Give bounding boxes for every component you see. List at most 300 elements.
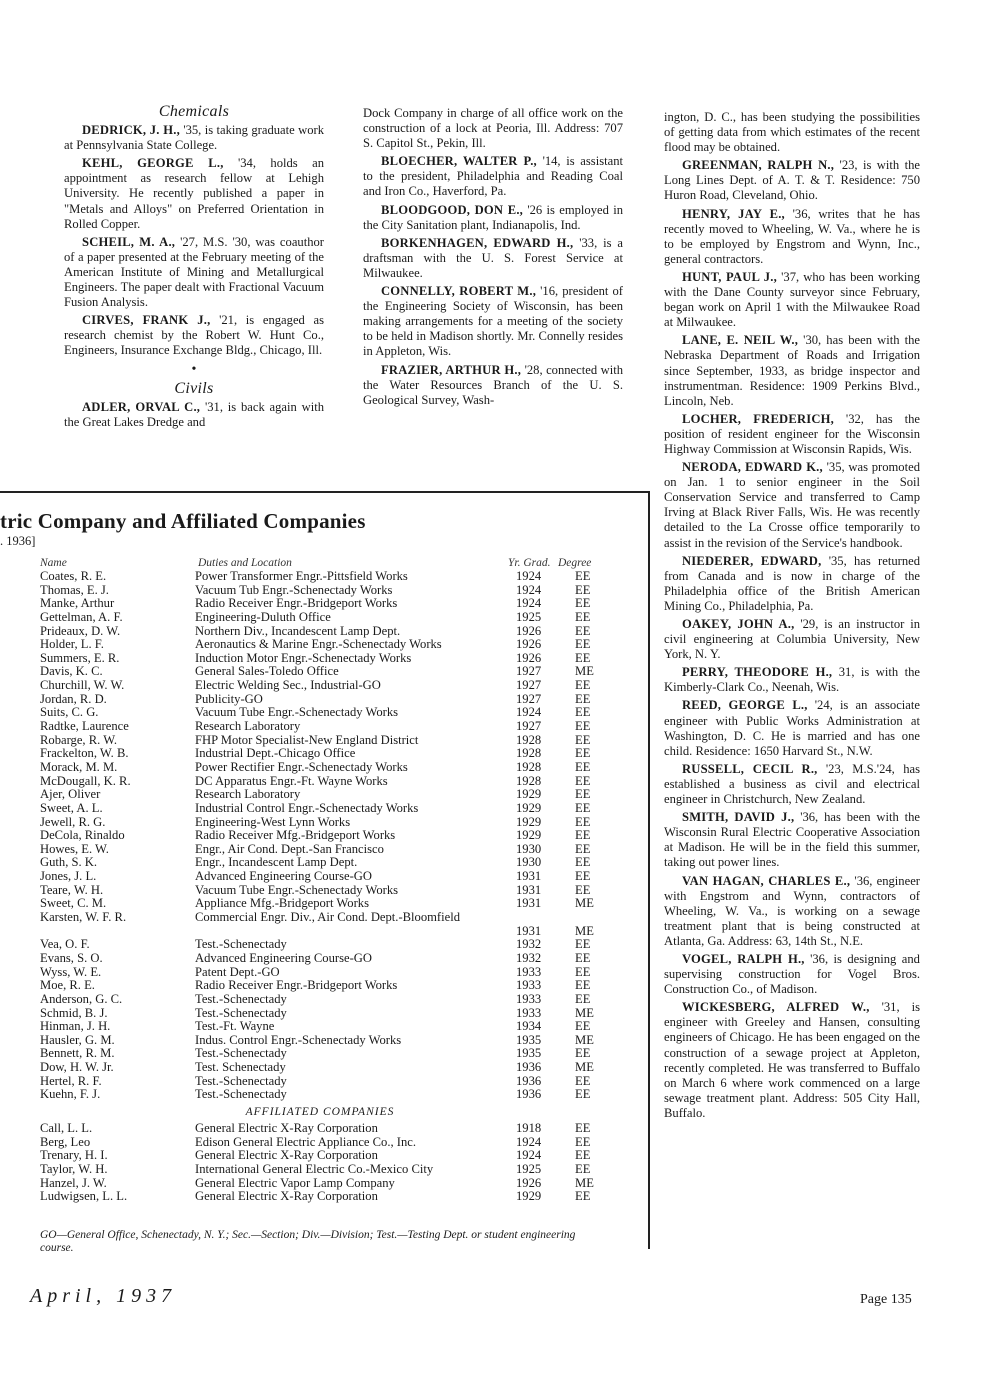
cell-degree: EE: [575, 1134, 591, 1149]
alumni-text: '24, is an associate engineer with Public Works Administration at Washington, D. C. He is married and has one child. Residence: 1650 Harvard St., N.W.: [664, 698, 920, 758]
cell-duty: Test.-Schenectady: [195, 937, 287, 952]
cell-name: Frackelton, W. B.: [40, 746, 129, 761]
entry-continuation: ington, D. C., has been studying the possibilities of getting data from which estimates of the recent flood may be obtained.: [664, 110, 920, 155]
cell-duty: Power Transformer Engr.-Pittsfield Works: [195, 569, 408, 583]
cell-degree: EE: [575, 882, 591, 897]
alumni-text: '35, has returned from Canada and is now in charge of the Philadelphia office of the British American Mining Co., Philadelphia, Pa.: [664, 553, 921, 613]
section-heading: Chemicals: [158, 103, 230, 120]
cell-year: 1936: [516, 1073, 542, 1088]
cell-name: Bennett, R. M.: [40, 1046, 115, 1061]
cell-duty: Test.-Schenectady: [195, 1087, 287, 1102]
cell-name: Moe, R. E.: [40, 978, 95, 993]
alumni-name: NERODA, EDWARD K.,: [682, 460, 823, 475]
cell-year: 1924: [516, 705, 542, 720]
table-row: [0, 993, 650, 1007]
table-row: [0, 1047, 650, 1061]
cell-degree: EE: [575, 855, 591, 870]
alumni-text: '31, is engineer with Greeley and Hansen, consulting engineers of Chicago. He has been engaged on the construction of a sewage project at Appleton, recently completed. He was transferred to Buffalo on March 6 where work commenced on a large sewage treatment plant. Address: 505 City Hall, Buffalo.: [664, 1000, 920, 1120]
cell-degree: EE: [575, 787, 591, 802]
table-row: [0, 652, 650, 666]
table-row: [0, 1034, 650, 1048]
cell-name: Jones, J. L.: [40, 869, 97, 884]
cell-degree: ME: [575, 896, 594, 911]
cell-degree: EE: [575, 691, 591, 706]
table-row: [0, 638, 650, 652]
cell-year: 1929: [516, 800, 542, 815]
entry-continuation: Dock Company in charge of all office work on the construction of a lock at Peoria, Ill. Address: 707 S. Capitol St., Pekin, Ill.: [363, 106, 623, 151]
cell-year: 1924: [516, 569, 542, 583]
alumni-entry: [664, 412, 920, 457]
cell-year: 1927: [516, 678, 542, 693]
alumni-entry: [664, 554, 920, 614]
alumni-entry: [64, 400, 324, 430]
cell-duty: Research Laboratory: [195, 787, 301, 802]
alumni-name: VAN HAGAN, CHARLES E.,: [682, 873, 851, 888]
table-row: [0, 1007, 650, 1021]
cell-duty: Advanced Engineering Course-GO: [195, 869, 372, 884]
table-row: [0, 816, 650, 830]
table-row: [0, 761, 650, 775]
cell-degree: EE: [575, 978, 591, 993]
cell-degree: EE: [575, 705, 591, 720]
alumni-text: '16, president of the Engineering Society of Wisconsin, has been making arrangements for a meeting of the society to be held in Madison shortly. Mr. Connelly resides in Appleton, Wis.: [363, 284, 623, 359]
alumni-text: '33, is a draftsman with the U. S. Forest Service at Milwaukee.: [363, 235, 623, 280]
cell-year: 1925: [516, 1161, 542, 1176]
cell-duty: Vacuum Tub Engr.-Schenectady Works: [195, 582, 393, 597]
table-row: [0, 897, 650, 911]
alumni-text: 31, is with the Kimberly-Clark Co., Neenah, Wis.: [664, 665, 921, 695]
cell-name: Guth, S. K.: [40, 855, 98, 870]
cell-degree: EE: [575, 1019, 591, 1034]
alumni-name: VOGEL, RALPH H.,: [682, 951, 805, 966]
cell-duty: Indus. Control Engr.-Schenectady Works: [195, 1032, 402, 1047]
cell-name: Manke, Arthur: [40, 596, 115, 611]
cell-degree: ME: [575, 1175, 594, 1190]
cell-year: 1933: [516, 964, 542, 979]
table-row: [0, 843, 650, 857]
cell-duty: Northern Div., Incandescent Lamp Dept.: [195, 623, 401, 638]
cell-year: 1924: [516, 1134, 542, 1149]
cell-degree: EE: [575, 719, 591, 734]
cell-name: Schmid, B. J.: [40, 1005, 108, 1020]
cell-name: Ludwigsen, L. L.: [40, 1189, 128, 1204]
alumni-text: '37, who has been working with the Dane County surveyor since February, began work on April 1 with the Milwaukee Road at Milwaukee.: [664, 269, 920, 330]
alumni-name: CIRVES, FRANK J.,: [82, 313, 211, 328]
cell-degree: EE: [575, 1161, 591, 1176]
alumni-entry: [664, 158, 920, 203]
cell-duty: Power Rectifier Engr.-Schenectady Works: [195, 759, 408, 774]
cell-degree: EE: [575, 950, 591, 965]
cell-duty: DC Apparatus Engr.-Ft. Wayne Works: [195, 773, 388, 788]
table-row: [0, 1061, 650, 1075]
table-row: [0, 706, 650, 720]
page-number: Page 135: [860, 1292, 912, 1307]
alumni-entry: [363, 154, 623, 199]
table-row: [0, 802, 650, 816]
table-row: [0, 1190, 650, 1204]
alumni-entry: [64, 156, 324, 231]
alumni-name: FRAZIER, ARTHUR H.,: [381, 362, 522, 377]
cell-name: Radtke, Laurence: [40, 719, 129, 734]
cell-degree: EE: [575, 1121, 591, 1135]
cell-duty: Advanced Engineering Course-GO: [195, 950, 372, 965]
header-year: Yr. Grad.: [508, 557, 551, 569]
alumni-text: '23, M.S.'24, has established a business as civil and electrical engineer in Christchurch, New Zealand.: [664, 761, 920, 807]
cell-degree: ME: [575, 664, 594, 679]
alumni-text: '29, is an instructor in civil engineering at Columbia University, New York, N. Y.: [664, 617, 920, 662]
table-row: [0, 1020, 650, 1034]
cell-year: 1930: [516, 855, 542, 870]
cell-name: Hausler, G. M.: [40, 1032, 115, 1047]
ge-table-title: tric Company and Affiliated Companies: [0, 509, 366, 533]
cell-degree: EE: [575, 869, 591, 884]
cell-name: Morack, M. M.: [40, 759, 118, 774]
ge-table: [0, 570, 650, 1204]
cell-degree: EE: [575, 1148, 591, 1163]
table-row: [0, 1075, 650, 1089]
cell-duty: Commercial Engr. Div., Air Cond. Dept.-Bloomfield: [195, 910, 461, 925]
alumni-text: '28, connected with the Water Resources Branch of the U. S. Geological Survey, Wash-: [363, 362, 623, 407]
alumni-name: BLOECHER, WALTER P.,: [381, 154, 537, 169]
alumni-text: '14, is assistant to the president, Philadelphia and Reading Coal and Iron Co., Haverford, Pa.: [363, 154, 623, 199]
cell-name: Kuehn, F. J.: [40, 1087, 101, 1102]
ge-table-footnote: GO—General Office, Schenectady, N. Y.; Sec.—Section; Div.—Division; Test.—Testing Dept. or student engineering course.: [40, 1229, 576, 1254]
table-row: [0, 952, 650, 966]
cell-duty: Appliance Mfg.-Bridgeport Works: [195, 896, 369, 911]
cell-duty: Test.-Schenectady: [195, 1046, 287, 1061]
alumni-entry: [64, 123, 324, 153]
cell-duty: Test.-Schenectady: [195, 991, 287, 1006]
alumni-name: HENRY, JAY E.,: [682, 206, 785, 221]
cell-degree: EE: [575, 773, 591, 788]
table-row: [0, 1149, 650, 1163]
cell-degree: EE: [575, 650, 591, 665]
cell-year: 1928: [516, 746, 542, 761]
cell-year: 1929: [516, 814, 542, 829]
cell-year: 1933: [516, 1005, 542, 1020]
cell-name: DeCola, Rinaldo: [40, 828, 125, 843]
cell-duty: Radio Receiver Mfg.-Bridgeport Works: [195, 828, 396, 843]
alumni-name: LOCHER, FREDERICH,: [682, 411, 834, 426]
cell-year: 1933: [516, 978, 542, 993]
cell-name: Suits, C. G.: [40, 705, 99, 720]
cell-year: 1928: [516, 773, 542, 788]
cell-name: Anderson, G. C.: [40, 991, 123, 1006]
alumni-text: '36, has been with the Wisconsin Rural Electric Cooperative Association at Madison. He will be in the field this summer, taking out power lines.: [664, 810, 921, 870]
cell-duty: General Electric Vapor Lamp Company: [195, 1175, 395, 1190]
cell-degree: EE: [575, 759, 591, 774]
cell-year: 1925: [516, 609, 542, 624]
cell-degree: EE: [575, 1073, 591, 1088]
cell-degree: ME: [575, 923, 594, 938]
cell-name: Hinman, J. H.: [40, 1019, 111, 1034]
alumni-name: DEDRICK, J. H.,: [82, 123, 180, 138]
table-row: [0, 775, 650, 789]
cell-duty: International General Electric Co.-Mexico City: [195, 1161, 434, 1176]
table-row: [0, 1088, 650, 1102]
ge-table-subtitle: . 1936]: [0, 534, 36, 548]
alumni-text: '30, has been with the Nebraska Department of Roads and Irrigation since September, 1933, as bridge inspector and instrumentman. Residence: 1909 Perkins Blvd., Lincoln, Neb.: [664, 333, 921, 408]
cell-duty: Electric Welding Sec., Industrial-GO: [195, 678, 381, 693]
cell-degree: EE: [575, 964, 591, 979]
cell-degree: EE: [575, 800, 591, 815]
table-row: [0, 856, 650, 870]
alumni-name: LANE, E. NEIL W.,: [682, 333, 799, 348]
cell-duty: Edison General Electric Appliance Co., Inc.: [195, 1134, 417, 1149]
cell-duty: Research Laboratory: [195, 719, 301, 734]
cell-duty: Vacuum Tube Engr.-Schenectady Works: [195, 705, 399, 720]
cell-year: 1928: [516, 759, 542, 774]
cell-name: Howes, E. W.: [40, 841, 109, 856]
table-row: [0, 679, 650, 693]
cell-name: Call, L. L.: [40, 1121, 93, 1135]
alumni-text: '27, M.S. '30, was coauthor of a paper presented at the February meeting of the American Institute of Mining and Metallurgical Engineers. The paper dealt with Fractional Vacuum Fusion Analysis.: [64, 234, 324, 310]
alumni-entry: [664, 1000, 920, 1121]
cell-year: 1918: [516, 1121, 542, 1135]
alumni-entry: [664, 762, 920, 807]
table-row: [0, 625, 650, 639]
alumni-entry: [664, 874, 920, 949]
cell-duty: General Sales-Toledo Office: [195, 664, 339, 679]
cell-year: 1924: [516, 596, 542, 611]
table-row: [0, 734, 650, 748]
alumni-name: NIEDERER, EDWARD,: [682, 553, 822, 568]
alumni-name: WICKESBERG, ALFRED W.,: [682, 1000, 870, 1015]
cell-duty: Radio Receiver Engr.-Bridgeport Works: [195, 596, 398, 611]
cell-name: Robarge, R. W.: [40, 732, 118, 747]
alumni-entry: [363, 236, 623, 281]
cell-name: Gettelman, A. F.: [40, 609, 123, 624]
table-row: [0, 938, 650, 952]
cell-duty: Engr., Air Cond. Dept.-San Francisco: [195, 841, 384, 856]
cell-name: Wyss, W. E.: [40, 964, 102, 979]
cell-name: Evans, S. O.: [40, 950, 103, 965]
cell-degree: EE: [575, 569, 591, 583]
cell-year: 1932: [516, 937, 542, 952]
alumni-text: '35, was promoted on Jan. 1 to senior engineer in the Soil Conservation Service and transferred to Camp Irving at Black River Falls, Wis. He was recently detailed to the La Crosse office temporarily to assist in the revision of the Service's handbook.: [664, 460, 920, 550]
table-row: [0, 911, 650, 938]
cell-degree: EE: [575, 746, 591, 761]
cell-degree: EE: [575, 623, 591, 638]
cell-year: 1932: [516, 950, 542, 965]
cell-year: 1927: [516, 691, 542, 706]
table-row: [0, 1136, 650, 1150]
section-heading: Civils: [174, 379, 214, 397]
cell-name: Sweet, A. L.: [40, 800, 103, 815]
cell-year: 1928: [516, 732, 542, 747]
cell-name: Churchill, W. W.: [40, 678, 125, 693]
alumni-text: '35, is taking graduate work at Pennsylvania State College.: [64, 123, 324, 153]
alumni-entry: [64, 313, 324, 358]
cell-degree: EE: [575, 1189, 591, 1204]
table-row: [0, 884, 650, 898]
alumni-entry: [363, 363, 623, 408]
cell-name: Coates, R. E.: [40, 569, 107, 583]
cell-degree: EE: [575, 828, 591, 843]
alumni-entry: [664, 952, 920, 997]
cell-degree: EE: [575, 596, 591, 611]
bullet-divider: •: [191, 361, 197, 377]
cell-name: Vea, O. F.: [40, 937, 90, 952]
alumni-text: '36, is designing and supervising construction for Vogel Bros. Construction Co., of Madison.: [664, 951, 920, 997]
table-row: [0, 693, 650, 707]
table-row: [0, 570, 650, 584]
cell-name: Jordan, R. D.: [40, 691, 107, 706]
cell-year: 1935: [516, 1046, 542, 1061]
header-degree: Degree: [558, 557, 592, 569]
cell-degree: EE: [575, 991, 591, 1006]
alumni-name: KEHL, GEORGE L.,: [82, 156, 224, 171]
alumni-entry: [664, 665, 920, 695]
cell-duty: Industrial Dept.-Chicago Office: [195, 746, 356, 761]
alumni-entry: [664, 333, 920, 408]
cell-duty: Publicity-GO: [195, 691, 263, 706]
issue-date: April, 1937: [30, 1285, 177, 1307]
table-row: [0, 747, 650, 761]
alumni-entry: [664, 460, 920, 551]
alumni-text: '31, is back again with the Great Lakes Dredge and: [64, 399, 325, 429]
alumni-name: ADLER, ORVAL C.,: [82, 399, 201, 414]
cell-duty: Engr., Incandescent Lamp Dept.: [195, 855, 358, 870]
cell-year: 1926: [516, 1175, 542, 1190]
table-row: [0, 870, 650, 884]
cell-degree: EE: [575, 582, 591, 597]
alumni-name: REED, GEORGE L.,: [682, 698, 808, 713]
alumni-text: '23, is with the Long Lines Dept. of A. T. & T. Residence: 750 Huron Road, Cleveland, Ohio.: [664, 158, 920, 203]
cell-name: Jewell, R. G.: [40, 814, 106, 829]
cell-year: 1930: [516, 841, 542, 856]
cell-degree: EE: [575, 609, 591, 624]
cell-duty: General Electric X-Ray Corporation: [195, 1121, 378, 1135]
cell-duty: Industrial Control Engr.-Schenectady Works: [195, 800, 419, 815]
alumni-text: '26 is employed in the City Sanitation plant, Indianapolis, Ind.: [363, 202, 623, 232]
cell-name: Prideaux, D. W.: [40, 623, 121, 638]
table-row: [0, 720, 650, 734]
alumni-entry: [664, 270, 920, 330]
cell-name: Thomas, E. J.: [40, 582, 109, 597]
column-1: [64, 104, 324, 433]
cell-year: 1924: [516, 1148, 542, 1163]
cell-degree: ME: [575, 1032, 594, 1047]
cell-duty: Aeronautics & Marine Engr.-Schenectady Works: [195, 637, 442, 652]
cell-name: Holder, L. F.: [40, 637, 104, 652]
cell-year: 1931: [516, 869, 542, 884]
table-row: [0, 584, 650, 598]
table-row: [0, 979, 650, 993]
table-row: [0, 1177, 650, 1191]
alumni-entry: [363, 203, 623, 233]
cell-duty: Vacuum Tube Engr.-Schenectady Works: [195, 882, 399, 897]
table-row: [0, 597, 650, 611]
cell-duty: Induction Motor Engr.-Schenectady Works: [195, 650, 412, 665]
cell-duty: Engineering-Duluth Office: [195, 609, 331, 624]
cell-year: 1926: [516, 637, 542, 652]
cell-year: 1929: [516, 828, 542, 843]
cell-degree: EE: [575, 1046, 591, 1061]
alumni-name: SMITH, DAVID J.,: [682, 810, 795, 825]
affiliated-header: AFFILIATED COMPANIES: [245, 1106, 395, 1118]
header-name: Name: [40, 557, 67, 569]
cell-duty: Test.-Ft. Wayne: [195, 1019, 275, 1034]
alumni-entry: [363, 284, 623, 359]
cell-duty: FHP Motor Specialist-New England District: [195, 732, 419, 747]
alumni-text: '32, has the position of resident engineer for the Wisconsin Highway Commission at Wisconsin Rapids, Wis.: [664, 411, 920, 456]
cell-name: Taylor, W. H.: [40, 1161, 108, 1176]
cell-year: 1933: [516, 991, 542, 1006]
table-row: [0, 829, 650, 843]
column-2: [363, 106, 623, 411]
cell-name: Dow, H. W. Jr.: [40, 1060, 114, 1075]
cell-degree: ME: [575, 1005, 594, 1020]
table-row: [0, 665, 650, 679]
cell-degree: EE: [575, 732, 591, 747]
cell-duty: General Electric X-Ray Corporation: [195, 1189, 378, 1204]
alumni-name: BLOODGOOD, DON E.,: [381, 202, 524, 217]
cell-name: Hanzel, J. W.: [40, 1175, 107, 1190]
alumni-entry: [664, 617, 920, 662]
alumni-text: '34, holds an appointment as research fellow at Lehigh University. He recently published a paper in "Metals and Alloys" on Preferred Orientation in Rolled Copper.: [64, 156, 324, 231]
cell-year: 1929: [516, 1189, 542, 1204]
alumni-name: SCHEIL, M. A.,: [82, 234, 176, 249]
alumni-entry: [64, 235, 324, 310]
cell-duty: Engineering-West Lynn Works: [195, 814, 351, 829]
alumni-name: GREENMAN, RALPH N.,: [682, 158, 835, 173]
table-row: [0, 966, 650, 980]
cell-year: 1936: [516, 1087, 542, 1102]
cell-name: Hertel, R. F.: [40, 1073, 102, 1088]
cell-degree: EE: [575, 841, 591, 856]
alumni-text: '36, engineer with Engstrom and Wynn, contractors of Wheeling, W. Va., is working on a sewage treatment plant that is being constructed at Atlanta, Ga. Address: 63, 14th St., N.E.: [664, 873, 920, 948]
cell-duty: Test. Schenectady: [195, 1060, 286, 1075]
alumni-name: RUSSELL, CECIL R.,: [682, 761, 818, 776]
alumni-name: OAKEY, JOHN A.,: [682, 617, 795, 631]
alumni-name: PERRY, THEODORE H.,: [682, 665, 833, 680]
alumni-name: CONNELLY, ROBERT M.,: [381, 284, 537, 299]
cell-year: 1926: [516, 623, 542, 638]
alumni-name: HUNT, PAUL J.,: [682, 269, 777, 284]
cell-name: Teare, W. H.: [40, 882, 104, 897]
cell-duty: Patent Dept.-GO: [195, 964, 280, 979]
cell-year: 1931: [516, 923, 542, 938]
cell-year: 1931: [516, 896, 542, 911]
cell-duty: Radio Receiver Engr.-Bridgeport Works: [195, 978, 398, 993]
cell-year: 1926: [516, 650, 542, 665]
cell-year: 1924: [516, 582, 542, 597]
alumni-name: BORKENHAGEN, EDWARD H.,: [381, 235, 574, 250]
column-3: [664, 110, 920, 1124]
cell-degree: EE: [575, 678, 591, 693]
cell-name: Sweet, C. M.: [40, 896, 107, 911]
cell-name: Trenary, H. I.: [40, 1148, 108, 1163]
cell-name: Davis, K. C.: [40, 664, 103, 679]
cell-duty: Test.-Schenectady: [195, 1005, 287, 1020]
cell-degree: EE: [575, 937, 591, 952]
cell-name: Ajer, Oliver: [40, 787, 101, 802]
cell-year: 1929: [516, 787, 542, 802]
cell-year: 1936: [516, 1060, 542, 1075]
header-duties: Duties and Location: [198, 557, 292, 569]
cell-degree: EE: [575, 637, 591, 652]
alumni-entry: [664, 698, 920, 758]
alumni-entry: [664, 810, 920, 870]
cell-year: 1931: [516, 882, 542, 897]
cell-name: Summers, E. R.: [40, 650, 120, 665]
alumni-text: '21, is engaged as research chemist by the Robert W. Hunt Co., Engineers, Insurance Exchange Bldg., Chicago, Ill.: [64, 313, 324, 358]
alumni-text: '36, writes that he has recently moved to Wheeling, W. Va., where he is to be employed by Engstrom and Wynn, Inc., general contractors.: [664, 206, 920, 266]
cell-year: 1927: [516, 719, 542, 734]
cell-year: 1927: [516, 664, 542, 679]
cell-duty: General Electric X-Ray Corporation: [195, 1148, 378, 1163]
